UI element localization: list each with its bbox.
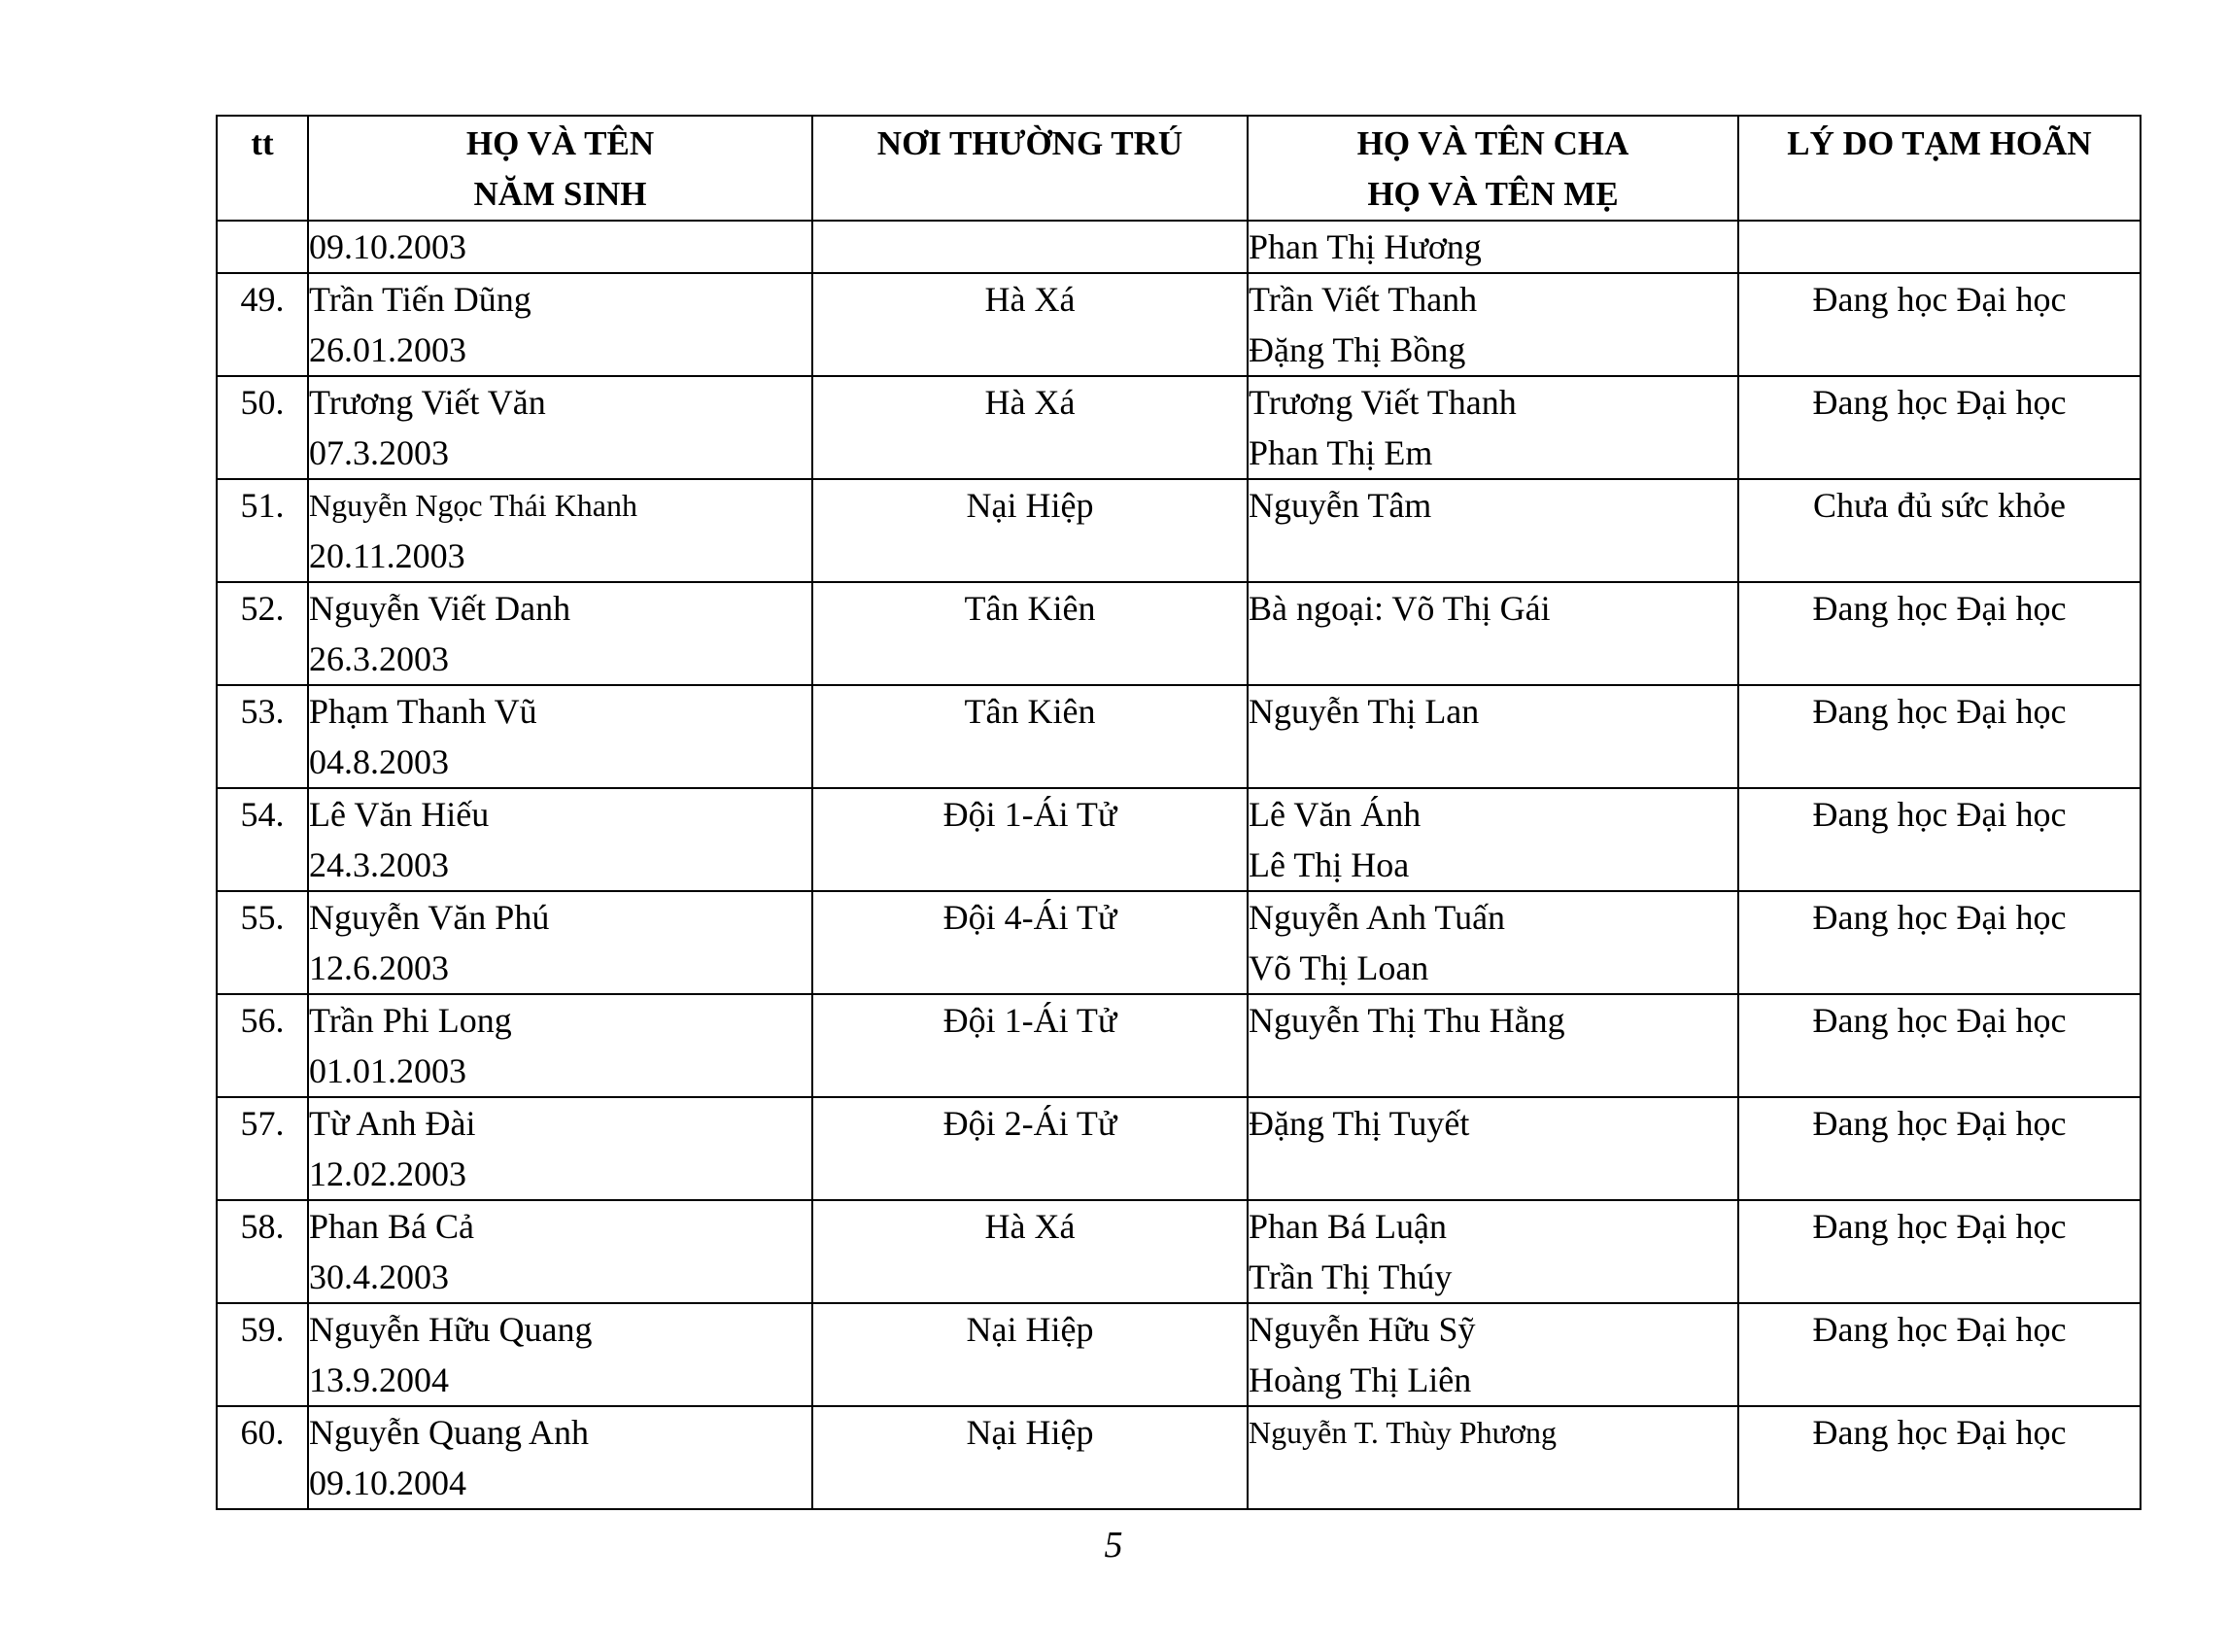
father-name: Trần Viết Thanh — [1249, 280, 1478, 319]
cell-name — [308, 891, 812, 994]
father-name: Phan Bá Luận — [1249, 1207, 1447, 1246]
cell-reason: Đang học Đại học — [1738, 273, 2141, 376]
father-name: Nguyễn T. Thùy Phương — [1249, 1415, 1557, 1450]
cell-residence: Nại Hiệp — [812, 479, 1248, 582]
cell-parents — [1248, 685, 1738, 788]
cell-tt: 50. — [217, 376, 308, 479]
birth-date: 30.4.2003 — [309, 1257, 449, 1296]
cell-tt: 58. — [217, 1200, 308, 1303]
cell-parents — [1248, 582, 1738, 685]
person-name: Nguyễn Văn Phú — [309, 898, 550, 937]
header-parents-line2: HỌ VÀ TÊN MẸ — [1367, 175, 1619, 213]
cell-residence: Tân Kiên — [812, 582, 1248, 685]
cell-parents — [1248, 479, 1738, 582]
person-name: Nguyễn Hữu Quang — [309, 1310, 593, 1349]
cell-name — [308, 376, 812, 479]
cell-name — [308, 1097, 812, 1200]
cell-reason — [1738, 221, 2141, 273]
header-tt: tt — [217, 116, 308, 221]
father-name: Bà ngoại: Võ Thị Gái — [1249, 589, 1551, 628]
cell-name — [308, 479, 812, 582]
table-row — [217, 788, 2141, 891]
person-name: Phan Bá Cả — [309, 1207, 474, 1246]
person-name: Phạm Thanh Vũ — [309, 692, 537, 731]
cell-reason: Đang học Đại học — [1738, 1406, 2141, 1509]
cell-parents — [1248, 273, 1738, 376]
cell-reason: Đang học Đại học — [1738, 376, 2141, 479]
father-name: Nguyễn Thị Lan — [1249, 692, 1480, 731]
person-name: Lê Văn Hiếu — [309, 795, 490, 834]
cell-parents — [1248, 994, 1738, 1097]
birth-date: 20.11.2003 — [309, 536, 465, 575]
person-name: Từ Anh Đài — [309, 1104, 476, 1143]
header-parents-line1: HỌ VÀ TÊN CHA — [1356, 124, 1629, 162]
cell-residence: Hà Xá — [812, 1200, 1248, 1303]
mother-name: Võ Thị Loan — [1249, 948, 1429, 987]
father-name: Đặng Thị Tuyết — [1249, 1104, 1470, 1143]
father-name: Nguyễn Anh Tuấn — [1249, 898, 1506, 937]
cell-residence: Đội 4-Ái Tử — [812, 891, 1248, 994]
table-row — [217, 891, 2141, 994]
table-row — [217, 273, 2141, 376]
birth-date: 09.10.2004 — [309, 1463, 466, 1502]
cell-reason: Đang học Đại học — [1738, 1200, 2141, 1303]
mother-name: Hoàng Thị Liên — [1249, 1360, 1472, 1399]
cell-name — [308, 685, 812, 788]
cell-tt: 51. — [217, 479, 308, 582]
mother-name: Trần Thị Thúy — [1249, 1257, 1453, 1296]
cell-tt: 56. — [217, 994, 308, 1097]
cell-reason: Chưa đủ sức khỏe — [1738, 479, 2141, 582]
header-reason: LÝ DO TẠM HOÃN — [1738, 116, 2141, 221]
table-row — [217, 685, 2141, 788]
table-row — [217, 1200, 2141, 1303]
cell-reason: Đang học Đại học — [1738, 685, 2141, 788]
cell-reason: Đang học Đại học — [1738, 1303, 2141, 1406]
father-name: Nguyễn Thị Thu Hằng — [1249, 1001, 1565, 1040]
cell-residence: Đội 1-Ái Tử — [812, 788, 1248, 891]
header-name-line1: HỌ VÀ TÊN — [465, 124, 655, 162]
cell-tt: 53. — [217, 685, 308, 788]
table-row — [217, 1097, 2141, 1200]
person-name: Nguyễn Quang Anh — [309, 1413, 589, 1452]
cell-reason: Đang học Đại học — [1738, 891, 2141, 994]
mother-name: Đặng Thị Bồng — [1249, 330, 1466, 369]
birth-date: 26.3.2003 — [309, 639, 449, 678]
cell-parents — [1248, 221, 1738, 273]
table-row — [217, 376, 2141, 479]
father-name: Nguyễn Hữu Sỹ — [1249, 1310, 1476, 1349]
cell-tt: 55. — [217, 891, 308, 994]
cell-tt: 57. — [217, 1097, 308, 1200]
cell-name — [308, 1406, 812, 1509]
cell-reason: Đang học Đại học — [1738, 994, 2141, 1097]
cell-tt — [217, 221, 308, 273]
father-name: Nguyễn Tâm — [1249, 486, 1432, 525]
birth-date: 12.02.2003 — [309, 1154, 466, 1193]
header-name — [308, 116, 812, 221]
cell-parent: Phan Thị Hương — [1249, 227, 1482, 266]
table-row — [217, 582, 2141, 685]
cell-residence: Tân Kiên — [812, 685, 1248, 788]
header-name-line2: NĂM SINH — [473, 175, 647, 213]
cell-reason: Đang học Đại học — [1738, 788, 2141, 891]
cell-name — [308, 788, 812, 891]
cell-name — [308, 582, 812, 685]
person-name: Trương Viết Văn — [309, 383, 546, 422]
cell-residence: Đội 2-Ái Tử — [812, 1097, 1248, 1200]
cell-residence — [812, 221, 1248, 273]
table-row — [217, 1406, 2141, 1509]
person-name: Nguyễn Ngọc Thái Khanh — [309, 488, 637, 523]
cell-name — [308, 1200, 812, 1303]
birth-date: 13.9.2004 — [309, 1360, 449, 1399]
cell-name — [308, 1303, 812, 1406]
cell-name — [308, 273, 812, 376]
cell-tt: 49. — [217, 273, 308, 376]
father-name: Lê Văn Ánh — [1249, 795, 1422, 834]
cell-residence: Đội 1-Ái Tử — [812, 994, 1248, 1097]
table-row — [217, 1303, 2141, 1406]
mother-name: Lê Thị Hoa — [1249, 845, 1410, 884]
cell-reason: Đang học Đại học — [1738, 582, 2141, 685]
birth-date: 07.3.2003 — [309, 433, 449, 472]
cell-tt: 60. — [217, 1406, 308, 1509]
person-name: Nguyễn Viết Danh — [309, 589, 571, 628]
mother-name: Phan Thị Em — [1249, 433, 1433, 472]
page-number: 5 — [1104, 1525, 1123, 1566]
table-row — [217, 994, 2141, 1097]
cell-tt: 59. — [217, 1303, 308, 1406]
birth-date: 04.8.2003 — [309, 742, 449, 781]
header-residence: NƠI THƯỜNG TRÚ — [812, 116, 1248, 221]
birth-date: 24.3.2003 — [309, 845, 449, 884]
continued-row — [217, 221, 2141, 273]
cell-residence: Nại Hiệp — [812, 1303, 1248, 1406]
birth-date: 01.01.2003 — [309, 1051, 466, 1090]
cell-residence: Hà Xá — [812, 376, 1248, 479]
birth-date: 26.01.2003 — [309, 330, 466, 369]
person-name: Trần Phi Long — [309, 1001, 512, 1040]
cell-name — [308, 221, 812, 273]
cell-dob: 09.10.2003 — [309, 227, 466, 266]
table-row — [217, 479, 2141, 582]
cell-parents — [1248, 788, 1738, 891]
cell-parents — [1248, 376, 1738, 479]
header-parents — [1248, 116, 1738, 221]
cell-name — [308, 994, 812, 1097]
cell-parents — [1248, 1406, 1738, 1509]
header-row — [217, 116, 2141, 221]
cell-residence: Hà Xá — [812, 273, 1248, 376]
cell-tt: 54. — [217, 788, 308, 891]
birth-date: 12.6.2003 — [309, 948, 449, 987]
cell-reason: Đang học Đại học — [1738, 1097, 2141, 1200]
cell-residence: Nại Hiệp — [812, 1406, 1248, 1509]
father-name: Trương Viết Thanh — [1249, 383, 1517, 422]
deferment-table — [216, 115, 2141, 1510]
cell-parents — [1248, 891, 1738, 994]
cell-parents — [1248, 1097, 1738, 1200]
cell-tt: 52. — [217, 582, 308, 685]
cell-parents — [1248, 1303, 1738, 1406]
cell-parents — [1248, 1200, 1738, 1303]
person-name: Trần Tiến Dũng — [309, 280, 531, 319]
